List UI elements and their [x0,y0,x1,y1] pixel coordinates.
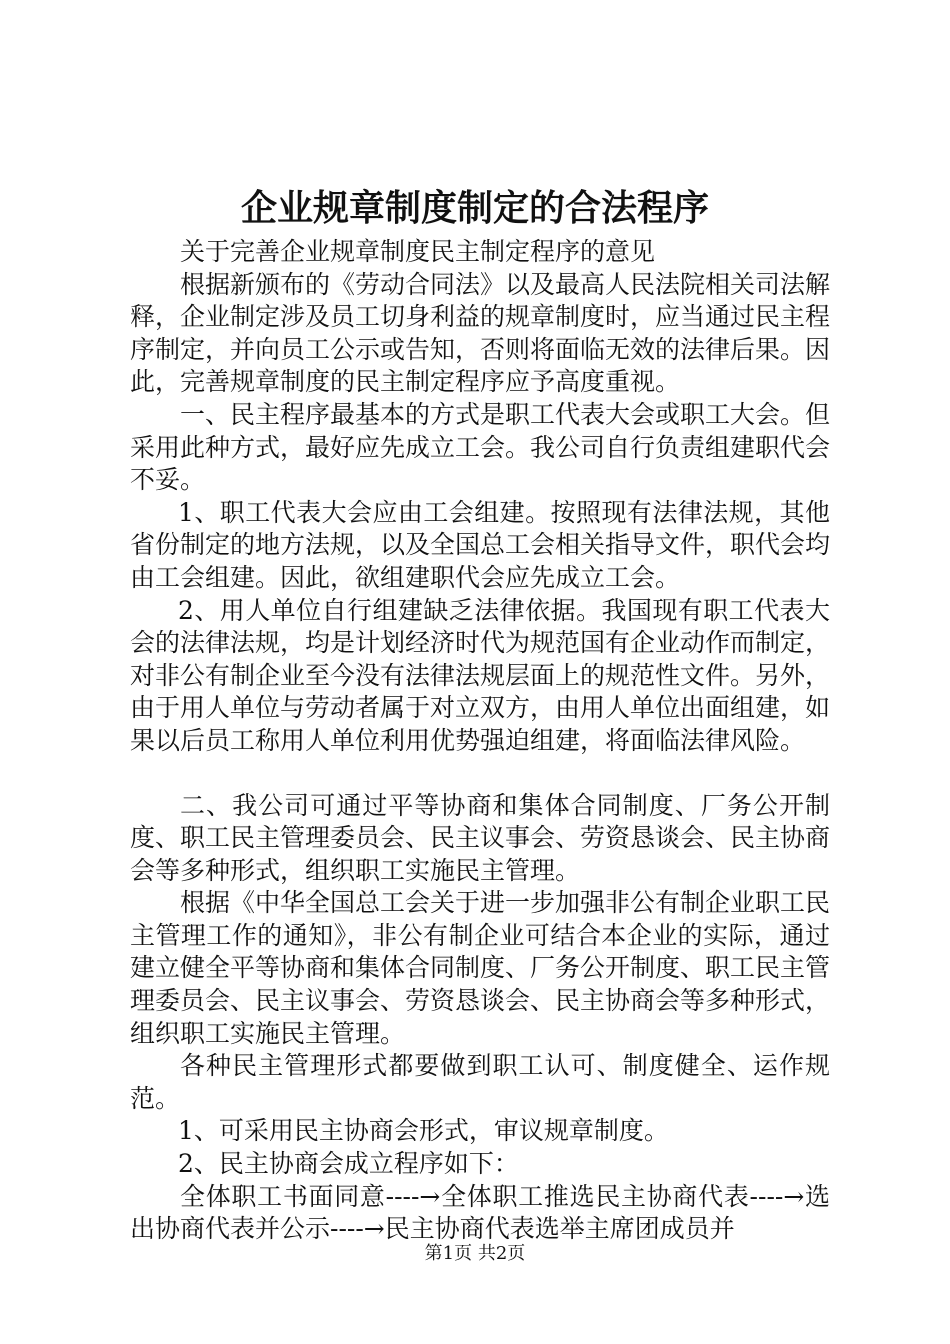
page-number-footer: 第1页 共2页 [424,1243,526,1264]
paragraph-notice-basis: 根据《中华全国总工会关于进一步加强非公有制企业职工民主管理工作的通知》，非公有制企业可结合本企业的实际，通过建立健全平等协商和集体合同制度、厂务公开制度、职工民主管理委员会、民主议事会、劳资恳谈会、民主协商会等多种形式，组织职工实施民主管理。 [130,888,831,1048]
paragraph-point-1-2: 2、用人单位自行组建缺乏法律依据。我国现有职工代表大会的法律法规，均是计划经济时代为规范国有企业动作而制定，对非公有制企业至今没有法律法规层面上的规范性文件。另外，由于用人单位与劳动者属于对立双方，由用人单位出面组建，如果以后员工称用人单位利用优势强迫组建，将面临法律风险。 [130,595,831,755]
paragraph-intro: 根据新颁布的《劳动合同法》以及最高人民法院相关司法解释，企业制定涉及员工切身利益的规章制度时，应当通过民主程序制定，并向员工公示或告知，否则将面临无效的法律后果。因此，完善规章制度的民主制定程序应予高度重视。 [130,269,831,397]
paragraph-point-1-1: 1、职工代表大会应由工会组建。按照现有法律法规，其他省份制定的地方法规，以及全国总工会相关指导文件，职代会均由工会组建。因此，欲组建职代会应先成立工会。 [130,497,831,592]
paragraph-requirements: 各种民主管理形式都要做到职工认可、制度健全、运作规范。 [130,1051,830,1113]
paragraph-subtitle: 关于完善企业规章制度民主制定程序的意见 [180,237,656,266]
paragraph-point-2-1: 1、可采用民主协商会形式，审议规章制度。 [178,1116,669,1146]
paragraph-procedure-flow: 全体职工书面同意----→全体职工推选民主协商代表----→选出协商代表并公示----→民主协商代表选举主席团成员并 [130,1181,830,1244]
document-body [130,236,830,1246]
paragraph-section-1: 一、民主程序最基本的方式是职工代表大会或职工大会。但采用此种方式，最好应先成立工会。我公司自行负责组建职代会不妥。 [130,399,831,495]
document-title: 企业规章制度制定的合法程序 [240,187,709,229]
paragraph-point-2-2: 2、民主协商会成立程序如下： [178,1149,519,1179]
paragraph-spacer [130,758,830,790]
paragraph-section-2: 二、我公司可通过平等协商和集体合同制度、厂务公开制度、职工民主管理委员会、民主议事会、劳资恳谈会、民主协商会等多种形式，组织职工实施民主管理。 [130,790,831,885]
